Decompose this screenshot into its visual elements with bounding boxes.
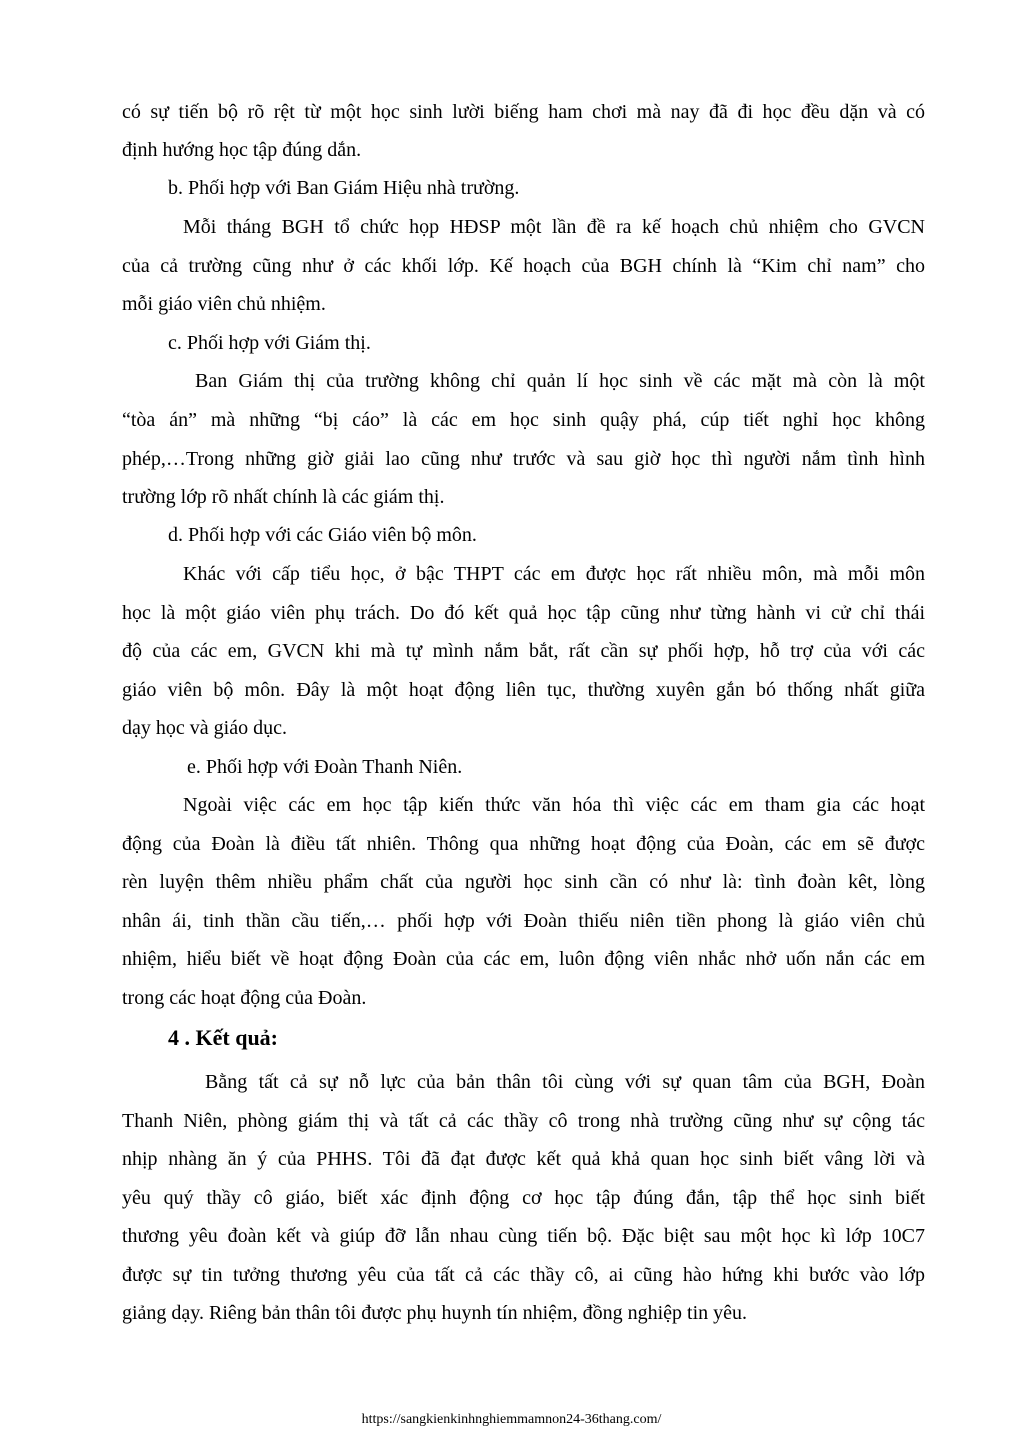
text-line: giảng dạy. Riêng bản thân tôi được phụ huynh tín nhiệm, đồng nghiệp tin yêu. [122,1302,748,1324]
text-line: được sự tin tưởng thương yêu của tất cả các thầy cô, ai cũng hào hứng khi bước vào lớp [122,1264,925,1286]
text-line: động của Đoàn là điều tất nhiên. Thông qua những hoạt động của Đoàn, các em sẽ được [122,833,925,855]
text-line: yêu quý thầy cô giáo, biết xác định động cơ học tập đúng đắn, tập thể học sinh biết [122,1187,925,1209]
text-line: học là một giáo viên phụ trách. Do đó kết quả học tập cũng như từng hành vi cử chỉ thái [122,602,925,624]
text-line: có sự tiến bộ rõ rệt từ một học sinh lười biếng ham chơi mà nay đã đi học đều dặn và có [122,101,925,123]
text-line: độ của các em, GVCN khi mà tự mình nắm bắt, rất cần sự phối hợp, hỗ trợ của với các [122,640,925,662]
text-line: nhân ái, tinh thần cầu tiến,… phối hợp với Đoàn thiếu niên tiền phong là giáo viên chủ [122,910,925,932]
text-line: định hướng học tập đúng dắn. [122,139,362,161]
text-line: nhiệm, hiểu biết về hoạt động Đoàn của các em, luôn động viên nhắc nhở uốn nắn các em [122,948,925,970]
text-line: Bằng tất cả sự nỗ lực của bản thân tôi cùng với sự quan tâm của BGH, Đoàn [205,1071,925,1093]
text-line: nhịp nhàng ăn ý của PHHS. Tôi đã đạt được kết quả khả quan học sinh biết vâng lời và [122,1148,925,1170]
text-line: thương yêu đoàn kết và giúp đỡ lẫn nhau cùng tiến bộ. Đặc biệt sau một học kì lớp 10C7 [122,1225,925,1247]
text-line: phép,…Trong những giờ giải lao cũng như trước và sau giờ học thì người nắm tình hình [122,448,925,470]
text-line: trường lớp rõ nhất chính là các giám thị. [122,486,445,508]
text-line: Ban Giám thị của trường không chỉ quản lí học sinh về các mặt mà còn là một [195,370,925,392]
subsection-heading: c. Phối hợp với Giám thị. [168,332,371,354]
text-line: Khác với cấp tiểu học, ở bậc THPT các em được học rất nhiều môn, mà mỗi môn [183,563,925,585]
text-line: dạy học và giáo dục. [122,717,287,739]
subsection-heading: e. Phối hợp với Đoàn Thanh Niên. [187,756,463,778]
subsection-heading: d. Phối hợp với các Giáo viên bộ môn. [168,524,477,546]
section-heading: 4 . Kết quả: [168,1025,278,1050]
subsection-heading: b. Phối hợp với Ban Giám Hiệu nhà trường. [168,177,520,199]
text-line: Mỗi tháng BGH tổ chức họp HĐSP một lần đề ra kế hoạch chủ nhiệm cho GVCN [183,216,925,238]
text-line: “tòa án” mà những “bị cáo” là các em học sinh quậy phá, cúp tiết nghỉ học không [122,409,925,431]
text-line: giáo viên bộ môn. Đây là một hoạt động liên tục, thường xuyên gắn bó thống nhất giữa [122,679,925,701]
text-line: mỗi giáo viên chủ nhiệm. [122,293,326,315]
text-line: rèn luyện thêm nhiều phẩm chất của người học sinh cần có như là: tình đoàn kêt, lòng [122,871,925,893]
text-line: Ngoài việc các em học tập kiến thức văn hóa thì việc các em tham gia các hoạt [183,794,925,816]
footer-url: https://sangkienkinhnghiemmamnon24-36thang.com/ [361,1412,662,1427]
text-line: trong các hoạt động của Đoàn. [122,987,367,1009]
text-line: của cả trường cũng như ở các khối lớp. Kế hoạch của BGH chính là “Kim chỉ nam” cho [122,255,925,277]
text-line: Thanh Niên, phòng giám thị và tất cả các thầy cô trong nhà trường cũng như sự cộng tác [122,1110,925,1132]
